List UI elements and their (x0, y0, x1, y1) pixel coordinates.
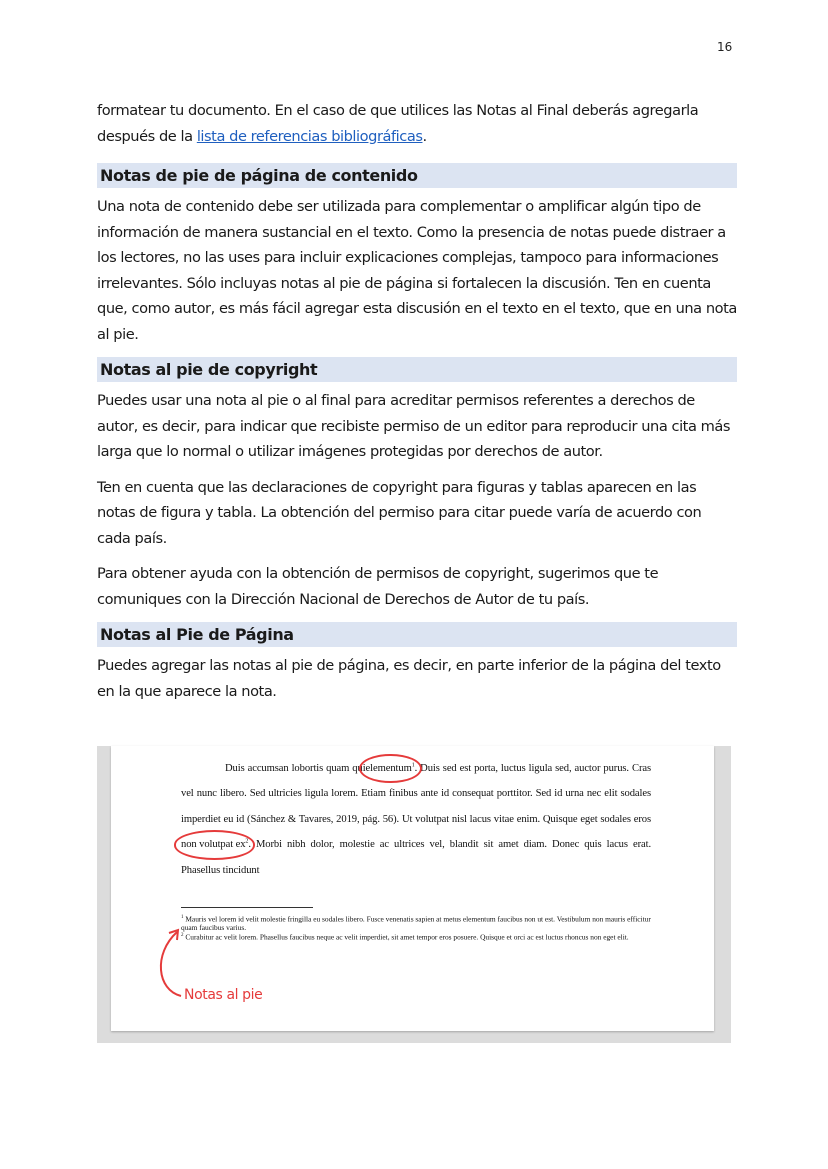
example-text-1: Duis accumsan lobortis quam qui (225, 763, 366, 774)
footnote-1 (181, 914, 651, 932)
intro-paragraph (97, 98, 737, 149)
references-link[interactable]: lista de referencias bibliográficas (196, 127, 423, 145)
heading-notas-contenido: Notas de pie de página de contenido (97, 163, 737, 188)
example-text-3: . Morbi nibh dolor, molestie ac ultrices vel, blandit sit amet diam. Donec quis lacus erat. Phasellus tincidunt (181, 839, 651, 876)
circled-word-2: non volutpat ex (181, 839, 246, 851)
paragraph-copyright-1: Puedes usar una nota al pie o al final para acreditar permisos referentes a derechos de autor, es decir, para indicar que recibiste permiso de un editor para reproducir una cita más larga que lo normal o utilizar imágenes protegidas por derechos de autor. (97, 392, 731, 460)
circled-elementum (366, 756, 415, 781)
example-footnotes (181, 914, 651, 942)
paragraph-copyright-2: Ten en cuenta que las declaraciones de copyright para figuras y tablas aparecen en las notas de figura y tabla. La obtención del permiso para citar puede varía de acuerdo con cada país. (97, 478, 702, 547)
footnote-marker-1: 1 (411, 762, 415, 769)
circled-word-1: elementum (365, 763, 412, 774)
paragraph-copyright-3: Para obtener ayuda con la obtención de permisos de copyright, sugerimos que te comuniques con la Dirección Nacional de Derechos de Autor de tu país. (97, 565, 659, 608)
footnote-2-text: Curabitur ac velit lorem. Phasellus faucibus neque ac velit imperdiet, sit amet tempor eros posuere. Quisque et orci ac est luctus rhoncus non eget elit. (183, 932, 629, 942)
footnote-1-text: Mauris vel lorem id velit molestie fringilla eu sodales libero. Fusce venenatis sapien at metus elementum faucibus non ut est. Vestibulum non mauris efficitur quam faucibus varius. (181, 914, 651, 932)
annotation-notas-al-pie: Notas al pie (184, 987, 263, 1003)
footnote-example-figure (97, 746, 731, 1043)
paragraph-contenido: Una nota de contenido debe ser utilizada para complementar o amplificar algún tipo de información de manera sustancial en el texto. Como la presencia de notas puede distraer a los lectores, no las uses para incluir explicaciones complejas, tampoco para informaciones irrelevantes. Sólo incluyas notas al pie de página si fortalecen la discusión. Ten en cuenta que, como autor, es más fácil agregar esta discusión en el texto en el texto, que en una nota al pie. (97, 198, 737, 343)
example-page (111, 746, 714, 1031)
page-number: 16 (717, 40, 733, 54)
intro-text-end: . (422, 127, 427, 145)
example-body-text (181, 756, 651, 883)
circled-non-volutpat (181, 832, 248, 857)
footnote-marker-2: 2 (245, 838, 249, 845)
footnote-separator (181, 907, 313, 908)
paragraph-pie: Puedes agregar las notas al pie de página, es decir, en parte inferior de la página del texto en la que aparece la nota. (97, 657, 721, 700)
document-body (97, 98, 737, 714)
footnote-1-number: 1 (181, 915, 184, 920)
heading-notas-copyright: Notas al pie de copyright (97, 357, 737, 382)
footnote-2 (181, 932, 651, 942)
intro-text: formatear tu documento. En el caso de que utilices las Notas al Final deberás agregarla después de la (97, 102, 699, 145)
heading-notas-pie: Notas al Pie de Página (97, 622, 737, 647)
footnote-2-number: 2 (181, 933, 184, 939)
example-text-2: . Duis sed est porta, luctus ligula sed, auctor purus. Cras vel nunc libero. Sed ultricies ligula lorem. Etiam finibus ante id consequat porttitor. Sed id urna nec elit sodales imperdiet eu id (Sánchez & Tavares, 2019, pág. 56). Ut volutpat nisl lacus vitae enim. Quisque eget sodales eros (181, 763, 651, 825)
